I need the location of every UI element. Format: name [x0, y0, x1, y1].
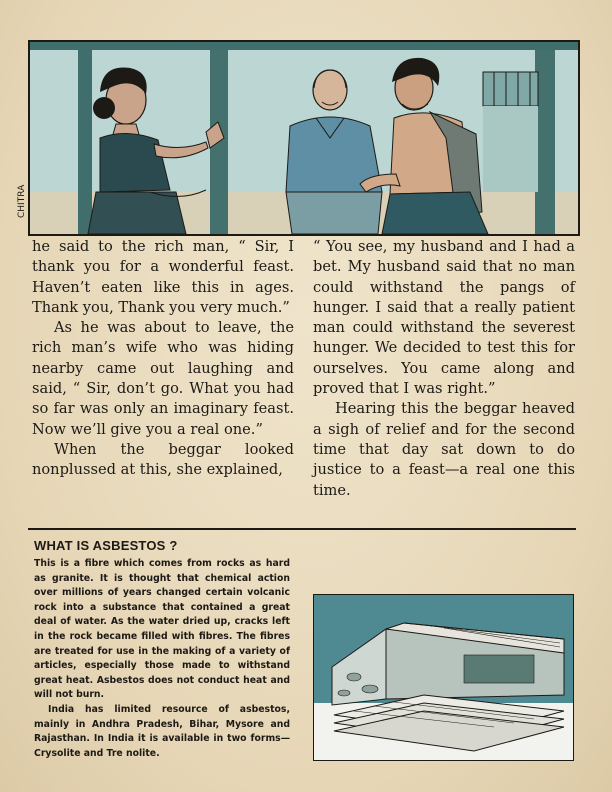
story-column-left	[32, 237, 294, 481]
story-paragraph: he said to the rich man, “ Sir, I thank you for a wonderful feast. Haven’t eaten like this in ages. Thank you, Thank you very much.”	[32, 238, 294, 316]
sidebar-paragraph: India has limited resource of asbestos, mainly in Andhra Pradesh, Bihar, Mysore and Rajasthan. In India it is available in two forms—Crysolite and Tre nolite.	[34, 703, 290, 759]
story-paragraph: “ You see, my husband and I had a bet. My husband said that no man could withstand the pangs of hunger. I said that a really patient man could withstand the severest hunger. We decided to test this for ourselves. You came along and proved that I was right.”	[313, 238, 575, 398]
artist-signature: CHITRA	[17, 184, 27, 218]
sidebar-body	[34, 557, 290, 761]
story-paragraph: Hearing this the beggar heaved a sigh of relief and for the second time that day sat down to do justice to a feast—a real one this time.	[313, 400, 575, 499]
story-illustration	[17, 40, 580, 236]
asbestos-roof-illustration	[313, 594, 574, 761]
sidebar-title: WHAT IS ASBESTOS ?	[34, 538, 178, 553]
section-divider	[28, 528, 576, 530]
sidebar-paragraph: This is a fibre which comes from rocks as hard as granite. It is thought that chemical action over millions of years changed certain volcanic rock into a substance that contained a great deal of water. As the water dried up, cracks left in the rock became filled with fibres. The fibres are treated for use in the making of a variety of articles, especially those made to withstand great heat. Asbestos does not conduct heat and will not burn.	[34, 558, 290, 701]
story-paragraph: As he was about to leave, the rich man’s wife who was hiding nearby came out laughing and said, “ Sir, don’t go. What you had so far was only an imaginary feast. Now we’ll give you a real one.”	[32, 319, 294, 438]
door-pillar-left	[78, 42, 92, 234]
story-column-right	[313, 237, 575, 501]
story-paragraph: When the beggar looked nonplussed at this, she explained,	[32, 440, 294, 479]
